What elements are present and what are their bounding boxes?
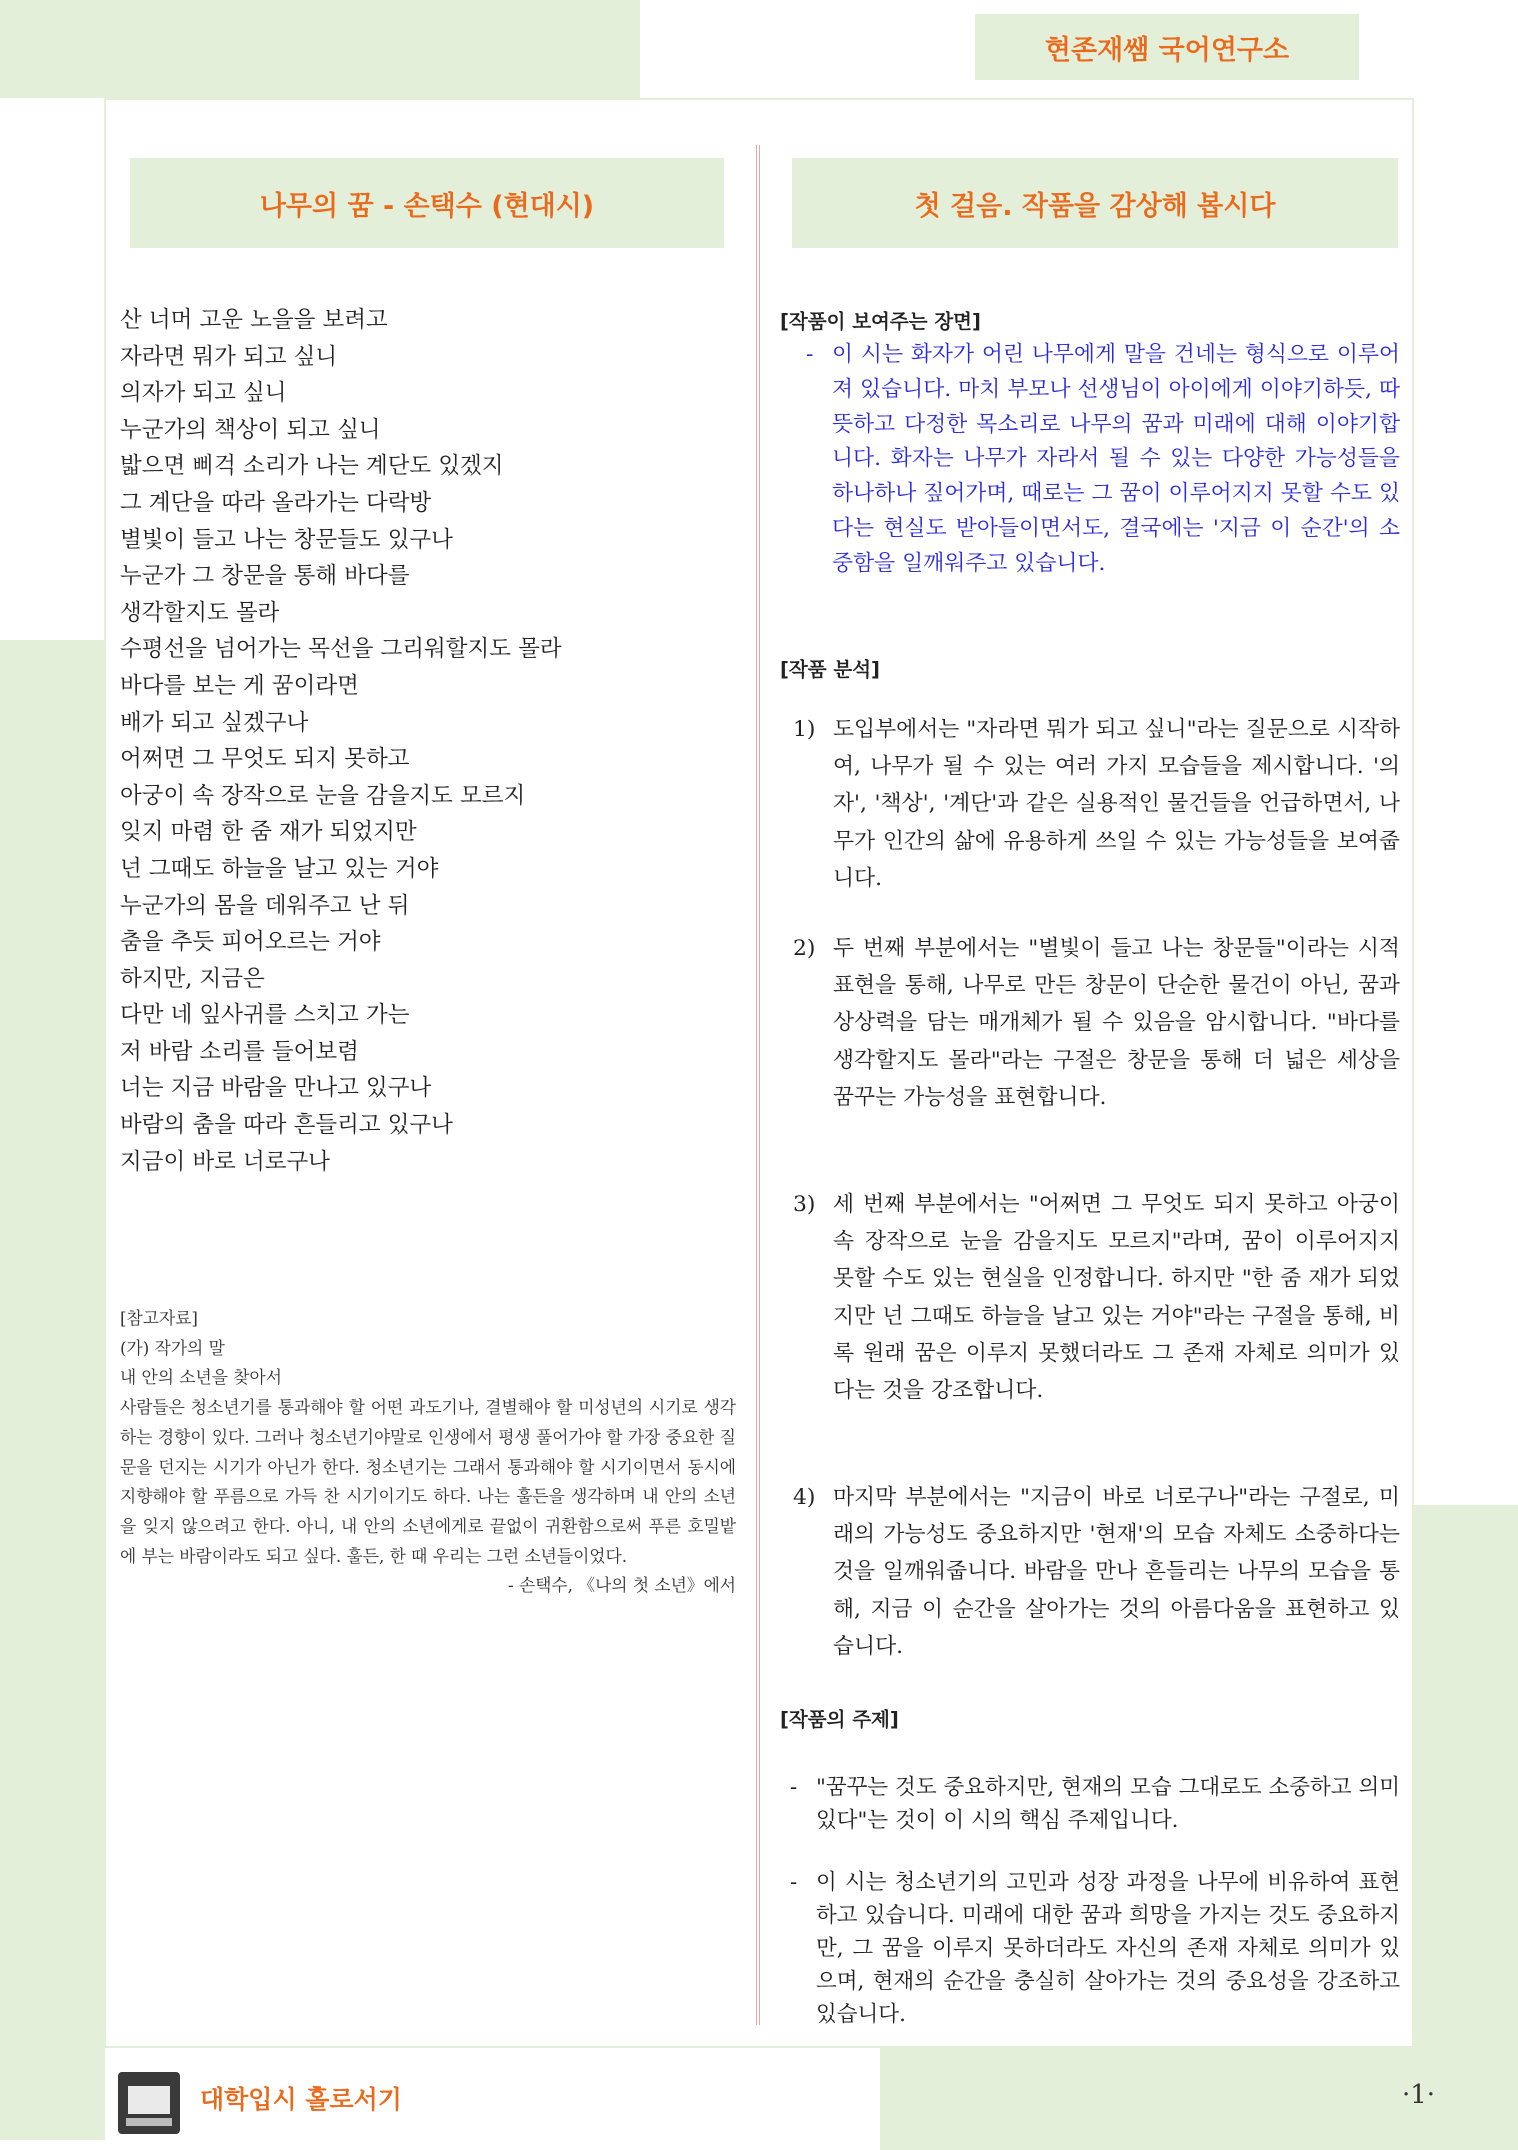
logo-icon — [118, 2072, 180, 2134]
item-text: 세 번째 부분에서는 "어쩌면 그 무엇도 되지 못하고 아궁이 속 장작으로 눈을 감을지도 모르지"라며, 꿈이 이루어지지 못할 수도 있는 현실을 인정합니다. 하지만 "한 줌 재가 되었지만 넌 그때도 하늘을 날고 있는 거야"라는 구절을 통해, 비록 원래 꿈은 이루지 못했더라도 그 존재 자체로 의미가 있다는 것을 강조합니다. — [833, 1192, 1400, 1404]
poem-line: 바다를 보는 게 꿈이라면 — [120, 672, 359, 699]
poem-line: 자라면 뭐가 되고 싶니 — [120, 343, 338, 370]
item-number: 3) — [793, 1192, 816, 1217]
section-title: 첫 걸음. 작품을 감상해 봅시다 — [792, 158, 1398, 248]
theme-heading: [작품의 주제] — [780, 1708, 899, 1731]
poem-title: 나무의 꿈 - 손택수 (현대시) — [130, 158, 724, 248]
analysis-item — [793, 930, 1400, 1116]
page-number: ·1· — [1402, 2080, 1436, 2110]
poem-line: 춤을 추듯 피어오르는 거야 — [120, 929, 381, 956]
poem-line: 수평선을 넘어가는 목선을 그리워할지도 몰라 — [120, 636, 562, 663]
scene-text: 이 시는 화자가 어린 나무에게 말을 건네는 형식으로 이루어져 있습니다. 마치 부모나 선생님이 아이에게 이야기하듯, 따뜻하고 다정한 목소리로 나무의 꿈과 미래에 대해 이야기합니다. 화자는 나무가 자라서 될 수 있는 다양한 가능성들을 하나하나 짚어가며, 때로는 그 꿈이 이루어지지 못할 수도 있다는 현실도 받아들이면서도, 결국에는 '지금 이 순간'의 소중함을 일깨워주고 있습니다. — [832, 342, 1400, 576]
reference-heading: 내 안의 소년을 찾아서 — [120, 1367, 282, 1388]
poem-line: 생각할지도 몰라 — [120, 599, 280, 626]
poem-line: 산 너머 고운 노을을 보려고 — [120, 307, 388, 333]
analysis-item — [793, 1479, 1400, 1665]
dash-marker: - — [806, 342, 814, 367]
theme-item — [790, 1771, 1400, 1837]
brand-label: 현존재쌤 국어연구소 — [975, 14, 1359, 80]
analysis-heading: [작품 분석] — [780, 658, 880, 681]
poem-line: 누군가 그 창문을 통해 바다를 — [120, 563, 410, 590]
theme-item — [790, 1866, 1400, 2031]
theme-text: 이 시는 청소년기의 고민과 성장 과정을 나무에 비유하여 표현하고 있습니다. 미래에 대한 꿈과 희망을 가지는 것도 중요하지만, 그 꿈을 이루지 못하더라도 자신의 존재 자체로 의미가 있으며, 현재의 순간을 충실히 살아가는 것의 중요성을 강조하고 있습니다. — [816, 1870, 1400, 2027]
poem-line: 밟으면 삐걱 소리가 나는 계단도 있겠지 — [120, 453, 504, 480]
poem-body — [120, 302, 740, 1180]
poem-line: 지금이 바로 너로구나 — [120, 1148, 330, 1175]
reference-body: 사람들은 청소년기를 통과해야 할 어떤 과도기나, 결별해야 할 미성년의 시기로 생각하는 경향이 있다. 그러나 청소년기야말로 인생에서 평생 풀어가야 할 가장 중요한 질문을 던지는 시기가 아닌가 한다. 청소년기는 그래서 통과해야 할 시기이면서 동시에 지향해야 할 푸름으로 가득 찬 시기이기도 하다. 나는 훌든을 생각하며 내 안의 소년을 잊지 않으려고 한다. 아니, 내 안의 소년에게로 끝없이 귀환함으로써 푸른 호밀밭에 부는 바람이라도 되고 싶다. 훌든, 한 때 우리는 그런 소년들이었다. — [120, 1397, 736, 1566]
decor-block-top-left — [0, 0, 640, 98]
footer-label: 대학입시 홀로서기 — [200, 2085, 402, 2114]
logo-base — [126, 2118, 172, 2126]
reference-block — [120, 1304, 736, 1601]
item-number: 1) — [793, 717, 816, 742]
poem-line: 넌 그때도 하늘을 날고 있는 거야 — [120, 855, 439, 882]
poem-line: 바람의 춤을 따라 흔들리고 있구나 — [120, 1112, 453, 1139]
poem-line: 배가 되고 싶겠구나 — [120, 709, 309, 736]
item-number: 2) — [793, 936, 816, 961]
logo-panel — [128, 2086, 170, 2114]
poem-line: 아궁이 속 장작으로 눈을 감을지도 모르지 — [120, 782, 526, 809]
decor-block-mid-left — [0, 640, 105, 2140]
decor-block-mid-right — [1412, 1505, 1518, 2050]
poem-line: 너는 지금 바람을 만나고 있구나 — [120, 1075, 432, 1102]
reference-source: - 손택수, 《나의 첫 소년》에서 — [507, 1575, 736, 1596]
item-text: 마지막 부분에서는 "지금이 바로 너로구나"라는 구절로, 미래의 가능성도 중요하지만 '현재'의 모습 자체도 소중하다는 것을 일깨워줍니다. 바람을 만나 흔들리는 나무의 모습을 통해, 지금 이 순간을 살아가는 것의 아름다움을 표현하고 있습니다. — [833, 1485, 1400, 1659]
scene-paragraph — [806, 338, 1400, 582]
analysis-item — [793, 711, 1400, 897]
analysis-item — [793, 1186, 1400, 1409]
item-text: 도입부에서는 "자라면 뭐가 되고 싶니"라는 질문으로 시작하여, 나무가 될 수 있는 여러 가지 모습들을 제시합니다. '의자', '책상', '계단'과 같은 실용적인 물건들을 언급하면서, 나무가 인간의 삶에 유용하게 쓰일 수 있는 가능성들을 보여줍니다. — [833, 717, 1400, 891]
poem-line: 잊지 마렴 한 줌 재가 되었지만 — [120, 819, 417, 846]
item-number: 4) — [793, 1485, 816, 1510]
item-text: 두 번째 부분에서는 "별빛이 들고 나는 창문들"이라는 시적 표현을 통해, 나무로 만든 창문이 단순한 물건이 아닌, 꿈과 상상력을 담는 매개체가 될 수 있음을 암시합니다. "바다를 생각할지도 몰라"라는 구절은 창문을 통해 더 넓은 세상을 꿈꾸는 가능성을 표현합니다. — [833, 936, 1400, 1110]
poem-line: 저 바람 소리를 들어보렴 — [120, 1038, 359, 1065]
dash-marker: - — [790, 1775, 798, 1800]
poem-line: 별빛이 들고 나는 창문들도 있구나 — [120, 526, 453, 553]
reference-label: [참고자료] — [120, 1308, 198, 1328]
poem-line: 누군가의 책상이 되고 싶니 — [120, 416, 381, 443]
reference-sub: (가) 작가의 말 — [120, 1337, 225, 1358]
poem-line: 의자가 되고 싶니 — [120, 380, 287, 407]
poem-line: 하지만, 지금은 — [120, 965, 265, 992]
poem-line: 그 계단을 따라 올라가는 다락방 — [120, 489, 432, 516]
theme-text: "꿈꾸는 것도 중요하지만, 현재의 모습 그대로도 소중하고 의미 있다"는 것이 이 시의 핵심 주제입니다. — [816, 1775, 1400, 1833]
poem-line: 누군가의 몸을 데워주고 난 뒤 — [120, 892, 410, 919]
dash-marker: - — [790, 1870, 798, 1895]
column-divider — [756, 145, 760, 2025]
scene-heading: [작품이 보여주는 장면] — [780, 310, 981, 333]
poem-line: 다만 네 잎사귀를 스치고 가는 — [120, 1002, 410, 1029]
poem-line: 어쩌면 그 무엇도 되지 못하고 — [120, 746, 410, 773]
